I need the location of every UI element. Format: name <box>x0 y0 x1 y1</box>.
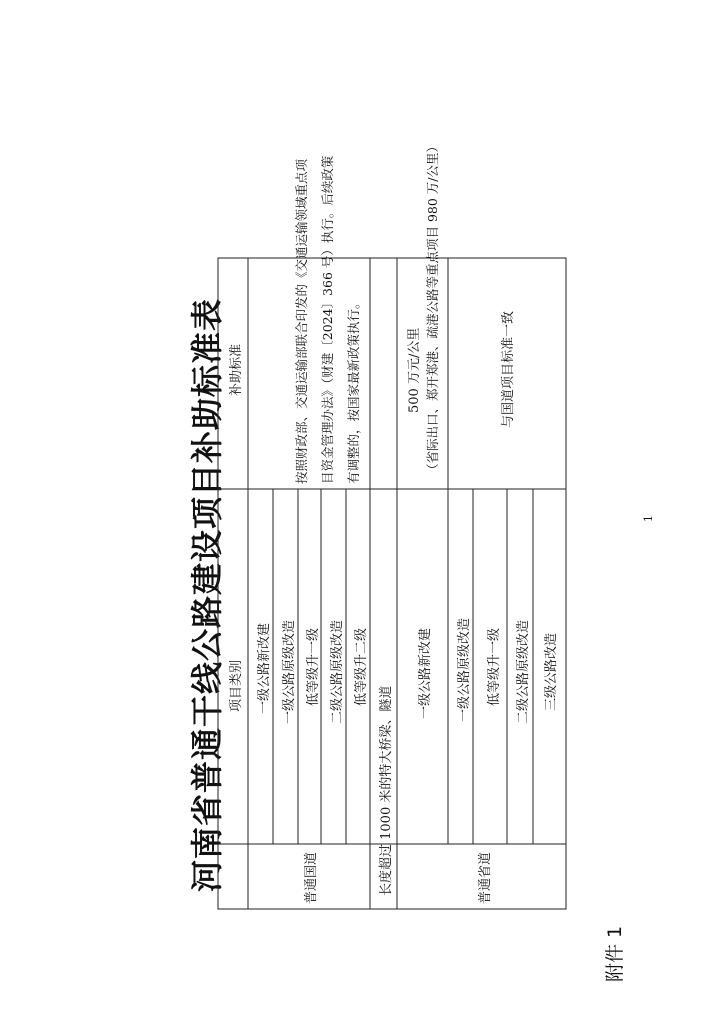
annex-label: 附件 1 <box>604 925 626 982</box>
provincial-label: 普通省道 <box>478 851 493 904</box>
provincial-standard-note: （省际出口、郑开郑港、疏港公路等重点项目 980 万/公里） <box>425 139 440 476</box>
bridge-tunnel-row: 长度超过 1000 米的特大桥梁、隧道 <box>379 685 394 896</box>
provincial-item: 一级公路原级改造 <box>457 617 472 722</box>
header-category: 项目类别 <box>229 659 244 712</box>
national-standard-line: 目资金管理办法》（财建〔2024〕366 号）执行。后续政策 <box>320 155 335 484</box>
rotated-content <box>0 124 724 1024</box>
provincial-other-standard: 与国道项目标准一致 <box>501 310 516 428</box>
page-number: 1 <box>642 515 655 522</box>
table-grid <box>0 124 724 1024</box>
provincial-item: 一级公路新改建 <box>418 627 433 719</box>
national-item: 二级公路原级改造 <box>330 619 345 724</box>
provincial-item: 三级公路改造 <box>544 632 559 711</box>
page-title: 河南省普通干线公路建设项目补助标准表 <box>188 297 226 892</box>
national-item: 一级公路新改建 <box>257 622 272 714</box>
national-standard-line: 按照财政部、交通运输部联合印发的《交通运输领域重点项 <box>294 158 309 484</box>
provincial-item: 低等级升一级 <box>487 627 502 706</box>
national-item: 一级公路原级改造 <box>282 619 297 724</box>
national-label: 普通国道 <box>304 851 319 904</box>
provincial-item: 二级公路原级改造 <box>516 619 531 724</box>
header-standard: 补助标准 <box>229 343 244 396</box>
national-standard-line: 有调整的，按国家最新政策执行。 <box>346 296 361 484</box>
national-item: 低等级升一级 <box>306 627 321 706</box>
national-item: 低等级升二级 <box>354 627 369 706</box>
provincial-standard: 500 万元/公里 <box>407 327 422 413</box>
